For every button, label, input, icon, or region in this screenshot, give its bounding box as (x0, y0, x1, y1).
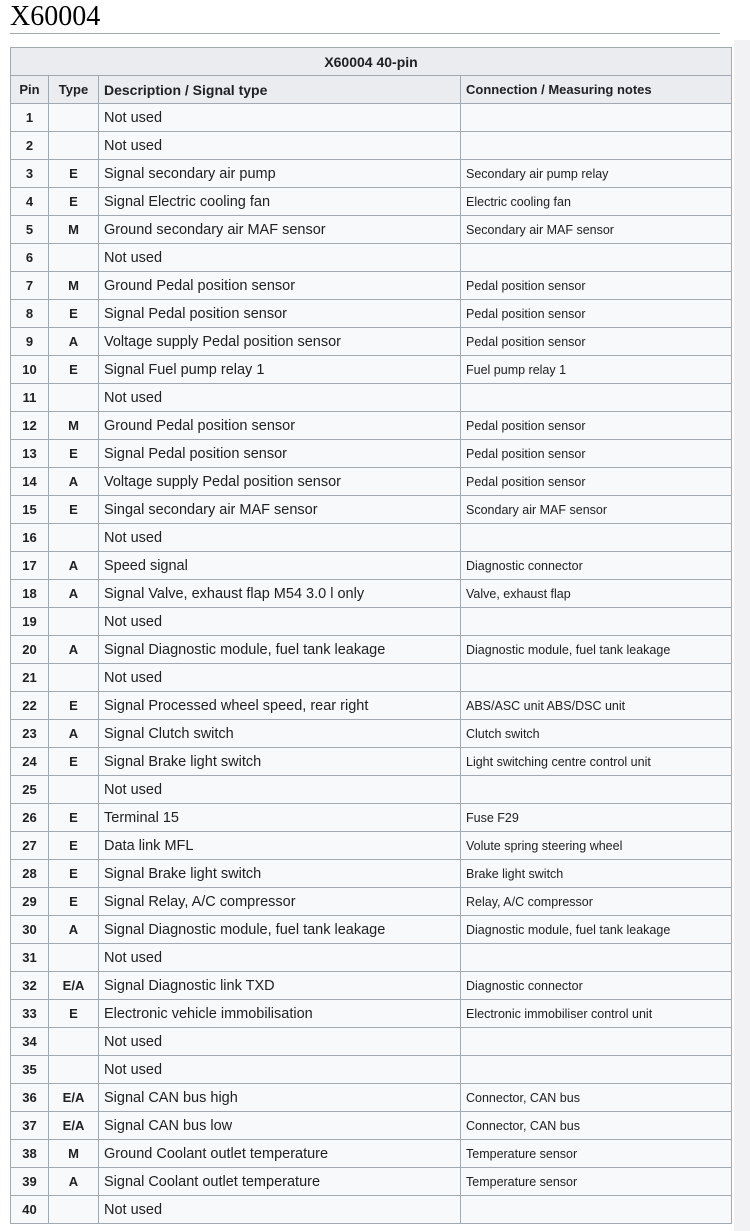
type-cell: E (49, 160, 99, 188)
table-row (11, 720, 732, 748)
type-cell (49, 608, 99, 636)
table-row (11, 188, 732, 216)
pin-cell: 6 (11, 244, 49, 272)
description-cell: Signal Clutch switch (99, 720, 461, 748)
page-title: X60004 (10, 1, 101, 32)
connection-cell: Pedal position sensor (461, 328, 732, 356)
type-cell (49, 664, 99, 692)
column-header-type: Type (49, 76, 99, 104)
pin-cell: 40 (11, 1196, 49, 1224)
table-row (11, 1056, 732, 1084)
connection-cell (461, 384, 732, 412)
pin-cell: 17 (11, 552, 49, 580)
type-cell: E (49, 748, 99, 776)
pin-cell: 9 (11, 328, 49, 356)
type-cell: E (49, 860, 99, 888)
pin-cell: 7 (11, 272, 49, 300)
type-cell: A (49, 916, 99, 944)
description-cell: Signal Relay, A/C compressor (99, 888, 461, 916)
table-row (11, 580, 732, 608)
description-cell: Signal Diagnostic module, fuel tank leakage (99, 916, 461, 944)
pin-cell: 27 (11, 832, 49, 860)
type-cell (49, 1056, 99, 1084)
connection-cell (461, 244, 732, 272)
description-cell: Ground secondary air MAF sensor (99, 216, 461, 244)
connection-cell: Diagnostic module, fuel tank leakage (461, 636, 732, 664)
connection-cell: Secondary air MAF sensor (461, 216, 732, 244)
pin-cell: 13 (11, 440, 49, 468)
description-cell: Not used (99, 608, 461, 636)
connection-cell (461, 608, 732, 636)
page-edge-top (734, 0, 750, 40)
description-cell: Not used (99, 132, 461, 160)
description-cell: Not used (99, 1056, 461, 1084)
table-row (11, 944, 732, 972)
pin-cell: 35 (11, 1056, 49, 1084)
type-cell (49, 104, 99, 132)
description-cell: Electronic vehicle immobilisation (99, 1000, 461, 1028)
table-row (11, 440, 732, 468)
table-row (11, 356, 732, 384)
type-cell (49, 1196, 99, 1224)
table-caption-row (11, 48, 732, 76)
description-cell: Signal Valve, exhaust flap M54 3.0 l only (99, 580, 461, 608)
connection-cell (461, 132, 732, 160)
table-row (11, 496, 732, 524)
pin-cell: 28 (11, 860, 49, 888)
connection-cell: Fuel pump relay 1 (461, 356, 732, 384)
connection-cell: Pedal position sensor (461, 440, 732, 468)
table-row (11, 636, 732, 664)
table-row (11, 608, 732, 636)
table-row (11, 1112, 732, 1140)
table-row (11, 552, 732, 580)
description-cell: Not used (99, 524, 461, 552)
description-cell: Ground Pedal position sensor (99, 272, 461, 300)
description-cell: Singal secondary air MAF sensor (99, 496, 461, 524)
connection-cell: Pedal position sensor (461, 300, 732, 328)
pin-cell: 15 (11, 496, 49, 524)
table-row (11, 860, 732, 888)
pin-cell: 2 (11, 132, 49, 160)
pin-cell: 26 (11, 804, 49, 832)
type-cell: A (49, 1168, 99, 1196)
description-cell: Signal Coolant outlet temperature (99, 1168, 461, 1196)
column-header-pin: Pin (11, 76, 49, 104)
type-cell: A (49, 636, 99, 664)
connection-cell: Electric cooling fan (461, 188, 732, 216)
description-cell: Signal Diagnostic module, fuel tank leakage (99, 636, 461, 664)
type-cell: A (49, 468, 99, 496)
table-row (11, 1196, 732, 1224)
connection-cell: Relay, A/C compressor (461, 888, 732, 916)
connection-cell (461, 1196, 732, 1224)
description-cell: Signal secondary air pump (99, 160, 461, 188)
description-cell: Ground Pedal position sensor (99, 412, 461, 440)
type-cell: A (49, 552, 99, 580)
type-cell: E/A (49, 1084, 99, 1112)
table-row (11, 916, 732, 944)
connection-cell (461, 1056, 732, 1084)
description-cell: Terminal 15 (99, 804, 461, 832)
connection-cell: Fuse F29 (461, 804, 732, 832)
connection-cell: Scondary air MAF sensor (461, 496, 732, 524)
connection-cell: Pedal position sensor (461, 272, 732, 300)
connection-cell: Clutch switch (461, 720, 732, 748)
description-cell: Not used (99, 1028, 461, 1056)
connection-cell (461, 664, 732, 692)
pin-cell: 31 (11, 944, 49, 972)
type-cell: E (49, 888, 99, 916)
connection-cell: Volute spring steering wheel (461, 832, 732, 860)
table-row (11, 832, 732, 860)
description-cell: Signal Pedal position sensor (99, 440, 461, 468)
type-cell (49, 944, 99, 972)
type-cell: E (49, 832, 99, 860)
description-cell: Signal CAN bus low (99, 1112, 461, 1140)
description-cell: Not used (99, 776, 461, 804)
description-cell: Signal Diagnostic link TXD (99, 972, 461, 1000)
type-cell: E (49, 356, 99, 384)
table-row (11, 216, 732, 244)
title-divider (10, 33, 720, 34)
table-row (11, 272, 732, 300)
table-row (11, 300, 732, 328)
table-row (11, 244, 732, 272)
type-cell: M (49, 412, 99, 440)
pin-cell: 38 (11, 1140, 49, 1168)
connection-cell: Diagnostic connector (461, 972, 732, 1000)
type-cell: E/A (49, 1112, 99, 1140)
table-row (11, 888, 732, 916)
pin-cell: 24 (11, 748, 49, 776)
connection-cell: Valve, exhaust flap (461, 580, 732, 608)
type-cell (49, 384, 99, 412)
type-cell (49, 1028, 99, 1056)
pin-cell: 16 (11, 524, 49, 552)
connection-cell: Light switching centre control unit (461, 748, 732, 776)
description-cell: Signal Processed wheel speed, rear right (99, 692, 461, 720)
table-row (11, 104, 732, 132)
pin-cell: 39 (11, 1168, 49, 1196)
connection-cell: Diagnostic module, fuel tank leakage (461, 916, 732, 944)
table-row (11, 664, 732, 692)
pin-cell: 23 (11, 720, 49, 748)
pin-cell: 11 (11, 384, 49, 412)
table-row (11, 384, 732, 412)
connection-cell: Electronic immobiliser control unit (461, 1000, 732, 1028)
table-body (11, 104, 732, 1224)
connection-cell (461, 944, 732, 972)
pin-cell: 37 (11, 1112, 49, 1140)
page-edge (734, 0, 750, 1231)
connection-cell: Pedal position sensor (461, 412, 732, 440)
description-cell: Signal Fuel pump relay 1 (99, 356, 461, 384)
connection-cell (461, 104, 732, 132)
pin-cell: 12 (11, 412, 49, 440)
table-row (11, 328, 732, 356)
type-cell: E/A (49, 972, 99, 1000)
pin-cell: 19 (11, 608, 49, 636)
type-cell: E (49, 804, 99, 832)
connection-cell: Pedal position sensor (461, 468, 732, 496)
connection-cell: ABS/ASC unit ABS/DSC unit (461, 692, 732, 720)
type-cell: M (49, 1140, 99, 1168)
column-header-connection: Connection / Measuring notes (461, 76, 732, 104)
type-cell: E (49, 1000, 99, 1028)
connection-cell: Temperature sensor (461, 1140, 732, 1168)
description-cell: Not used (99, 944, 461, 972)
type-cell (49, 524, 99, 552)
connection-cell (461, 1028, 732, 1056)
table-row (11, 692, 732, 720)
pin-cell: 14 (11, 468, 49, 496)
type-cell (49, 132, 99, 160)
table-row (11, 776, 732, 804)
pin-cell: 5 (11, 216, 49, 244)
table-row (11, 1000, 732, 1028)
connection-cell: Diagnostic connector (461, 552, 732, 580)
type-cell: A (49, 328, 99, 356)
connection-cell (461, 524, 732, 552)
connection-cell (461, 776, 732, 804)
type-cell: E (49, 440, 99, 468)
table-row (11, 160, 732, 188)
type-cell: E (49, 496, 99, 524)
pin-cell: 10 (11, 356, 49, 384)
pin-cell: 21 (11, 664, 49, 692)
pin-cell: 36 (11, 1084, 49, 1112)
connection-cell: Secondary air pump relay (461, 160, 732, 188)
pin-cell: 1 (11, 104, 49, 132)
table-row (11, 524, 732, 552)
description-cell: Not used (99, 104, 461, 132)
table-row (11, 1084, 732, 1112)
table-row (11, 412, 732, 440)
table-row (11, 972, 732, 1000)
description-cell: Ground Coolant outlet temperature (99, 1140, 461, 1168)
connection-cell: Temperature sensor (461, 1168, 732, 1196)
pin-cell: 30 (11, 916, 49, 944)
table-row (11, 132, 732, 160)
description-cell: Not used (99, 244, 461, 272)
description-cell: Signal Brake light switch (99, 860, 461, 888)
table-row (11, 1028, 732, 1056)
table-caption: X60004 40-pin (11, 48, 732, 76)
description-cell: Not used (99, 384, 461, 412)
pin-cell: 33 (11, 1000, 49, 1028)
table-row (11, 748, 732, 776)
pin-cell: 18 (11, 580, 49, 608)
description-cell: Signal Pedal position sensor (99, 300, 461, 328)
connection-cell: Brake light switch (461, 860, 732, 888)
description-cell: Not used (99, 1196, 461, 1224)
pinout-table (10, 47, 732, 1224)
type-cell (49, 776, 99, 804)
table-header-row (11, 76, 732, 104)
pin-cell: 3 (11, 160, 49, 188)
type-cell: A (49, 720, 99, 748)
pin-cell: 8 (11, 300, 49, 328)
pin-cell: 34 (11, 1028, 49, 1056)
table-row (11, 804, 732, 832)
table-row (11, 1140, 732, 1168)
pin-cell: 20 (11, 636, 49, 664)
description-cell: Not used (99, 664, 461, 692)
pin-cell: 4 (11, 188, 49, 216)
type-cell: M (49, 216, 99, 244)
table-row (11, 1168, 732, 1196)
pin-cell: 29 (11, 888, 49, 916)
description-cell: Signal Brake light switch (99, 748, 461, 776)
description-cell: Signal Electric cooling fan (99, 188, 461, 216)
pin-cell: 22 (11, 692, 49, 720)
type-cell: E (49, 188, 99, 216)
type-cell: A (49, 580, 99, 608)
type-cell (49, 244, 99, 272)
table-row (11, 468, 732, 496)
connection-cell: Connector, CAN bus (461, 1112, 732, 1140)
pin-cell: 25 (11, 776, 49, 804)
description-cell: Data link MFL (99, 832, 461, 860)
description-cell: Speed signal (99, 552, 461, 580)
column-header-description: Description / Signal type (99, 76, 461, 104)
type-cell: E (49, 692, 99, 720)
pin-cell: 32 (11, 972, 49, 1000)
description-cell: Voltage supply Pedal position sensor (99, 468, 461, 496)
type-cell: E (49, 300, 99, 328)
description-cell: Signal CAN bus high (99, 1084, 461, 1112)
description-cell: Voltage supply Pedal position sensor (99, 328, 461, 356)
connection-cell: Connector, CAN bus (461, 1084, 732, 1112)
type-cell: M (49, 272, 99, 300)
